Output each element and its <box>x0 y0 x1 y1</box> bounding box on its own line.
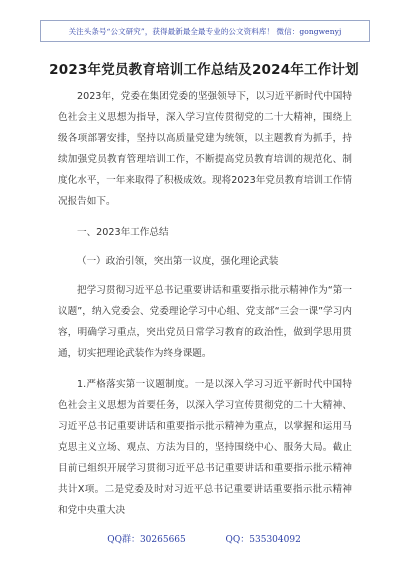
subsection-heading: （一）政治引领，突出第一议度，强化理论武装 <box>77 256 279 267</box>
section-heading: 一、2023年工作总结 <box>77 227 169 238</box>
footer-qq-group: QQ群：30265665 <box>107 535 186 545</box>
header-banner <box>40 20 370 42</box>
document-body <box>58 86 352 527</box>
intro-paragraph: 2023年，党委在集团党委的坚强领导下，以习近平新时代中国特色社会主义思想为指导，深入学习宣传贯彻党的二十大精神，围绕上级各项部署安排，坚持以高质量党建为统领，以主题教育为抓手，持续加强党员教育管理培训工作，不断提高党员教育培训的规范化、制度化水平，一年来取得了积极成效。现将2023年党员教育培训工作情况报告如下。 <box>58 91 352 207</box>
banner-text: 关注头条号“公文研究”，获得最新最全最专业的公文资料库！ 微信：gongwenyj <box>68 26 342 36</box>
body-paragraph: 1.严格落实第一议题制度。一是以深入学习习近平新时代中国特色社会主义思想为首要任务，以深入学习宣传贯彻党的二十大精神、习近平总书记重要讲话和重要指示批示精神为重点，以掌握和运用马克思主义立场、观点、方法为目的，坚持围绕中心、服务大局。截止目前已组织开展学习贯彻习近平总书记重要讲话和重要指示批示精神共计X项。二是党委及时对习近平总书记重要讲话重要指示批示精神和党中央重大决 <box>58 379 352 516</box>
footer-qq: QQ：535304092 <box>225 535 301 545</box>
document-title: 2023年党员教育培训工作总结及2024年工作计划 <box>49 62 359 78</box>
footer-contacts <box>0 532 408 545</box>
body-paragraph: 把学习贯彻习近平总书记重要讲话和重要指示批示精神作为“第一议题”，纳入党委会、党委理论学习中心组、党支部“三会一课”学习内容，明确学习重点，突出党员日常学习教育的政治性，做到学思用贯通，切实把理论武装作为终身课题。 <box>58 285 352 359</box>
